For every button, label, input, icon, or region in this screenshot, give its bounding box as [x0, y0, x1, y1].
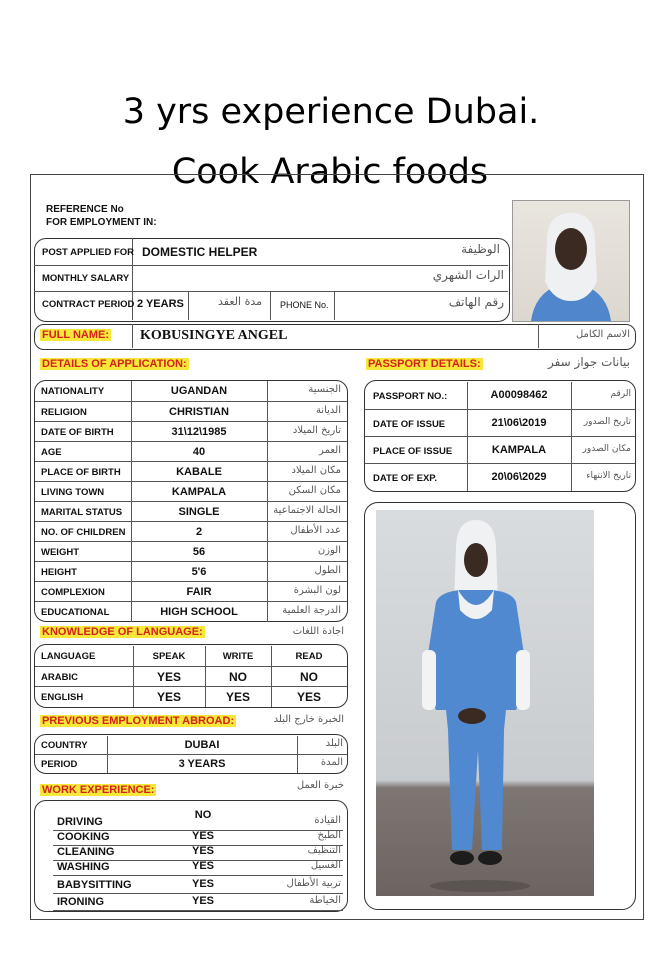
detail-arabic: الطول — [314, 565, 341, 576]
work-value: YES — [191, 860, 214, 872]
details-box — [34, 380, 348, 622]
detail-value: 2 — [195, 526, 203, 538]
contract-period-label: CONTRACT PERIOD — [42, 299, 135, 310]
passport-box — [364, 380, 636, 492]
abroad-label: PERIOD — [41, 759, 78, 770]
language-cell: NO — [300, 670, 318, 684]
work-value: YES — [191, 845, 214, 857]
language-header-cell: WRITE — [222, 651, 254, 662]
language-title-arabic: اجادة اللغات — [292, 626, 344, 637]
work-label: COOKING — [57, 831, 110, 843]
work-value: NO — [194, 809, 212, 821]
detail-row — [35, 601, 347, 622]
work-title: WORK EXPERIENCE: — [42, 784, 155, 796]
passport-title: PASSPORT DETAILS: — [368, 358, 481, 370]
work-row — [53, 830, 343, 846]
work-arabic: التنظيف — [307, 845, 341, 856]
passport-arabic: الرقم — [610, 389, 631, 399]
detail-row — [35, 441, 347, 462]
language-row — [35, 686, 347, 707]
abroad-row — [35, 736, 347, 754]
abroad-value: 3 YEARS — [178, 758, 226, 770]
detail-arabic: العمر — [319, 445, 341, 456]
detail-arabic: الجنسية — [308, 384, 341, 395]
passport-value: 20\06\2029 — [491, 471, 547, 483]
detail-label: RELIGION — [41, 407, 87, 418]
detail-value: 56 — [192, 546, 206, 558]
passport-row — [365, 382, 635, 409]
post-applied-arabic: الوظيفة — [461, 242, 500, 256]
passport-value: 21\06\2019 — [491, 417, 547, 429]
detail-row — [35, 541, 347, 562]
detail-value: UGANDAN — [170, 385, 228, 397]
applicant-photo-large — [376, 510, 594, 896]
phone-arabic: رقم الهاتف — [448, 295, 504, 309]
language-cell: ENGLISH — [41, 692, 84, 703]
work-row — [53, 809, 343, 831]
detail-value: KABALE — [176, 466, 222, 478]
language-title: KNOWLEDGE OF LANGUAGE: — [42, 626, 203, 638]
passport-row — [365, 436, 635, 464]
detail-arabic: مكان الميلاد — [291, 465, 341, 476]
work-arabic: الطبخ — [317, 830, 341, 841]
divider — [571, 382, 572, 409]
divider — [571, 437, 572, 464]
abroad-arabic: المدة — [320, 757, 343, 768]
work-label: DRIVING — [57, 816, 103, 828]
detail-label: NATIONALITY — [41, 386, 105, 397]
passport-arabic: تاريخ الانتهاء — [586, 471, 631, 481]
detail-arabic: عدد الأطفال — [290, 525, 341, 536]
divider — [297, 755, 298, 773]
detail-row — [35, 401, 347, 422]
detail-row — [35, 461, 347, 482]
detail-arabic: لون البشرة — [293, 585, 341, 596]
contract-period-arabic: مدة العقد — [218, 295, 262, 308]
detail-arabic: الحالة الاجتماعية — [273, 505, 341, 516]
divider — [267, 542, 268, 562]
divider — [571, 410, 572, 437]
detail-value: HIGH SCHOOL — [160, 606, 238, 618]
work-title-arabic: خبرة العمل — [296, 780, 344, 791]
work-value: YES — [191, 895, 214, 907]
passport-title-arabic: بيانات جواز سفر — [547, 355, 630, 369]
work-row — [53, 895, 343, 911]
detail-row — [35, 501, 347, 522]
detail-arabic: الديانة — [315, 405, 341, 416]
detail-row — [35, 561, 347, 582]
language-header-row — [35, 646, 347, 666]
detail-label: WEIGHT — [41, 547, 79, 558]
detail-value: SINGLE — [178, 506, 220, 518]
language-header-cell: READ — [295, 651, 323, 662]
monthly-salary-label: MONTHLY SALARY — [42, 273, 130, 284]
language-cell: YES — [225, 690, 250, 704]
work-label: IRONING — [57, 896, 105, 908]
divider — [267, 482, 268, 502]
divider — [188, 291, 189, 320]
work-row — [53, 878, 343, 894]
language-box — [34, 644, 348, 708]
monthly-salary-arabic: الرات الشهري — [432, 268, 504, 282]
passport-value: A00098462 — [490, 389, 548, 401]
passport-row — [365, 409, 635, 437]
language-cell: YES — [296, 690, 321, 704]
work-value: YES — [191, 878, 214, 890]
detail-label: MARITAL STATUS — [41, 507, 123, 518]
divider — [267, 442, 268, 462]
divider — [267, 562, 268, 582]
post-applied-label: POST APPLIED FOR — [42, 247, 135, 258]
detail-value: CHRISTIAN — [169, 406, 229, 418]
passport-label: DATE OF EXP. — [373, 473, 438, 484]
detail-label: LIVING TOWN — [41, 487, 105, 498]
divider — [571, 464, 572, 491]
divider — [297, 736, 298, 754]
language-cell: ARABIC — [41, 672, 78, 683]
divider — [538, 324, 539, 348]
detail-value: 40 — [192, 446, 206, 458]
abroad-row — [35, 754, 347, 773]
detail-arabic: الدرجة العلمية — [282, 605, 341, 616]
divider — [267, 582, 268, 602]
work-box — [34, 800, 348, 912]
work-arabic: الخياطة — [309, 895, 341, 906]
language-cell: YES — [156, 670, 181, 684]
detail-label: NO. OF CHILDREN — [41, 527, 126, 538]
divider — [267, 502, 268, 522]
phone-label: PHONE No. — [280, 300, 329, 310]
work-label: CLEANING — [57, 846, 115, 858]
divider — [270, 291, 271, 320]
passport-value: KAMPALA — [491, 444, 547, 456]
work-arabic: الغسيل — [310, 860, 341, 871]
language-row — [35, 666, 347, 687]
detail-row — [35, 481, 347, 502]
abroad-arabic: البلد — [325, 738, 343, 749]
passport-arabic: تاريخ الصدور — [583, 417, 631, 427]
divider — [267, 522, 268, 542]
divider — [34, 265, 508, 266]
details-title: DETAILS OF APPLICATION: — [42, 358, 187, 370]
detail-label: EDUCATIONAL — [41, 607, 110, 618]
divider — [267, 602, 268, 622]
detail-arabic: الوزن — [317, 545, 341, 556]
contract-period-value: 2 YEARS — [137, 298, 184, 310]
language-cell: YES — [156, 690, 181, 704]
full-name-label: FULL NAME: — [42, 329, 110, 341]
work-row — [53, 860, 343, 876]
work-arabic: القيادة — [314, 815, 341, 826]
passport-arabic: مكان الصدور — [582, 444, 631, 454]
abroad-value: DUBAI — [184, 739, 220, 751]
divider — [132, 324, 133, 348]
work-label: BABYSITTING — [57, 879, 132, 891]
detail-arabic: مكان السكن — [288, 485, 341, 496]
passport-label: PLACE OF ISSUE — [373, 446, 453, 457]
divider — [267, 462, 268, 482]
work-label: WASHING — [57, 861, 110, 873]
detail-label: AGE — [41, 447, 62, 458]
abroad-label: COUNTRY — [41, 740, 88, 751]
language-cell: NO — [229, 670, 247, 684]
abroad-title-arabic: الخبرة خارج البلد — [273, 714, 344, 725]
reference-number-label: REFERENCE No — [46, 204, 124, 215]
post-applied-value: DOMESTIC HELPER — [142, 245, 258, 259]
detail-value: 5'6 — [191, 566, 207, 578]
detail-value: KAMPALA — [171, 486, 227, 498]
detail-value: FAIR — [186, 586, 212, 598]
detail-label: PLACE OF BIRTH — [41, 467, 121, 478]
abroad-title: PREVIOUS EMPLOYMENT ABROAD: — [42, 715, 235, 727]
divider — [267, 402, 268, 422]
passport-row — [365, 463, 635, 491]
work-value: YES — [191, 830, 214, 842]
full-name-value: KOBUSINGYE ANGEL — [140, 328, 288, 343]
divider — [34, 291, 508, 292]
detail-arabic: تاريخ الميلاد — [292, 425, 341, 436]
divider — [334, 291, 335, 320]
detail-label: COMPLEXION — [41, 587, 105, 598]
detail-row — [35, 521, 347, 542]
passport-label: DATE OF ISSUE — [373, 419, 446, 430]
divider — [267, 381, 268, 401]
language-header-cell: LANGUAGE — [41, 651, 96, 662]
employment-in-label: FOR EMPLOYMENT IN: — [46, 217, 157, 228]
language-header-cell: SPEAK — [152, 651, 186, 662]
work-arabic: تربية الأطفال — [286, 878, 341, 889]
detail-row — [35, 381, 347, 401]
detail-row — [35, 581, 347, 602]
detail-value: 31\12\1985 — [171, 426, 227, 438]
abroad-box — [34, 734, 348, 774]
detail-label: DATE OF BIRTH — [41, 427, 114, 438]
detail-row — [35, 421, 347, 442]
headline-line-1: 3 yrs experience Dubai. — [0, 92, 662, 132]
full-name-arabic: الاسم الكامل — [575, 329, 630, 340]
headline-line-2: Cook Arabic foods — [130, 152, 530, 192]
divider — [267, 422, 268, 442]
detail-label: HEIGHT — [41, 567, 77, 578]
applicant-photo-small — [512, 200, 630, 322]
passport-label: PASSPORT NO.: — [373, 391, 448, 402]
work-row — [53, 845, 343, 861]
